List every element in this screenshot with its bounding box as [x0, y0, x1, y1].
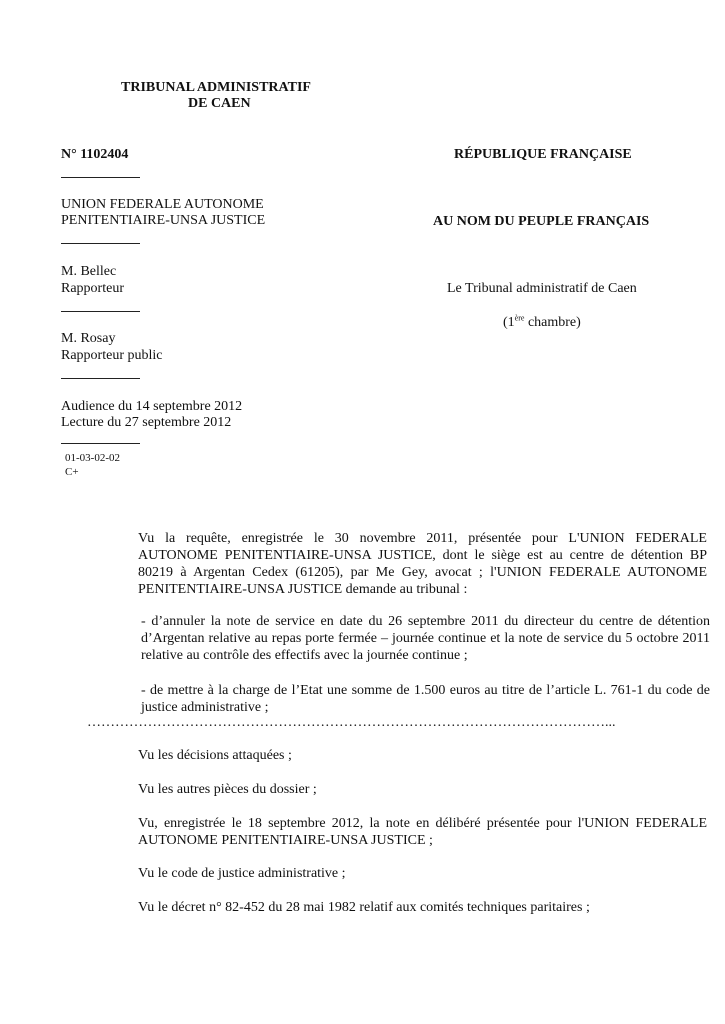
divider [61, 177, 140, 178]
chamber-prefix: (1 [503, 315, 515, 330]
paragraph-documents: Vu les autres pièces du dossier ; [138, 782, 317, 797]
divider [61, 311, 140, 312]
chamber-suffix: chambre) [524, 315, 581, 330]
paragraph-decree: Vu le décret n° 82-452 du 28 mai 1982 relatif aux comités techniques paritaires ; [138, 900, 590, 915]
ellipsis-line: …………………………………………………………………………………………………... [87, 715, 616, 730]
divider [61, 243, 140, 244]
chamber-superscript: ère [514, 313, 525, 323]
paragraph-decisions: Vu les décisions attaquées ; [138, 748, 292, 763]
divider [61, 443, 140, 444]
party-name-line2: PENITENTIAIRE-UNSA JUSTICE [61, 213, 266, 228]
paragraph-justice-code: Vu le code de justice administrative ; [138, 866, 346, 881]
hearing-date: Audience du 14 septembre 2012 [61, 399, 243, 414]
rapporteur-name: M. Bellec [61, 264, 117, 279]
rapporteur-role: Rapporteur [61, 281, 124, 296]
public-rapporteur-role: Rapporteur public [61, 348, 163, 363]
party-name-line1: UNION FEDERALE AUTONOME [61, 197, 264, 212]
paragraph-claim-costs: - de mettre à la charge de l’Etat une somme de 1.500 euros au titre de l’article L. 761-1 du code de justice administrative ; [141, 683, 710, 715]
reading-date: Lecture du 27 septembre 2012 [61, 415, 232, 430]
republic-heading: RÉPUBLIQUE FRANÇAISE [454, 147, 632, 162]
people-heading: AU NOM DU PEUPLE FRANÇAIS [433, 214, 650, 229]
paragraph-claim-annul: - d’annuler la note de service en date du 26 septembre 2011 du directeur du centre de détention d’Argentan relative au repas porte fermée – journée continue et la note de service du 5 octobre 2011 relative au contrôle des effectifs avec la journée continue ; [141, 614, 710, 663]
paragraph-request: Vu la requête, enregistrée le 30 novembre 2011, présentée pour L'UNION FEDERALE AUTONOME PENITENTIAIRE-UNSA JUSTICE, dont le siège est au centre de détention BP 80219 à Argentan Cedex (61205), par Me Gey, avocat ; l'UNION FEDERALE AUTONOME PENITENTIAIRE-UNSA JUSTICE demande au tribunal : [138, 531, 707, 597]
public-rapporteur-name: M. Rosay [61, 331, 116, 346]
paragraph-deliberation-note: Vu, enregistrée le 18 septembre 2012, la note en délibéré présentée pour l'UNION FEDERALE AUTONOME PENITENTIAIRE-UNSA JUSTICE ; [138, 816, 707, 848]
classification-code: 01-03-02-02 [65, 452, 120, 464]
case-number: N° 1102404 [61, 147, 129, 162]
court-name-line2: DE CAEN [188, 96, 251, 111]
classification-level: C+ [65, 466, 79, 478]
court-name-line1: TRIBUNAL ADMINISTRATIF [121, 80, 311, 95]
tribunal-name: Le Tribunal administratif de Caen [447, 281, 637, 296]
chamber [503, 314, 581, 331]
divider [61, 378, 140, 379]
